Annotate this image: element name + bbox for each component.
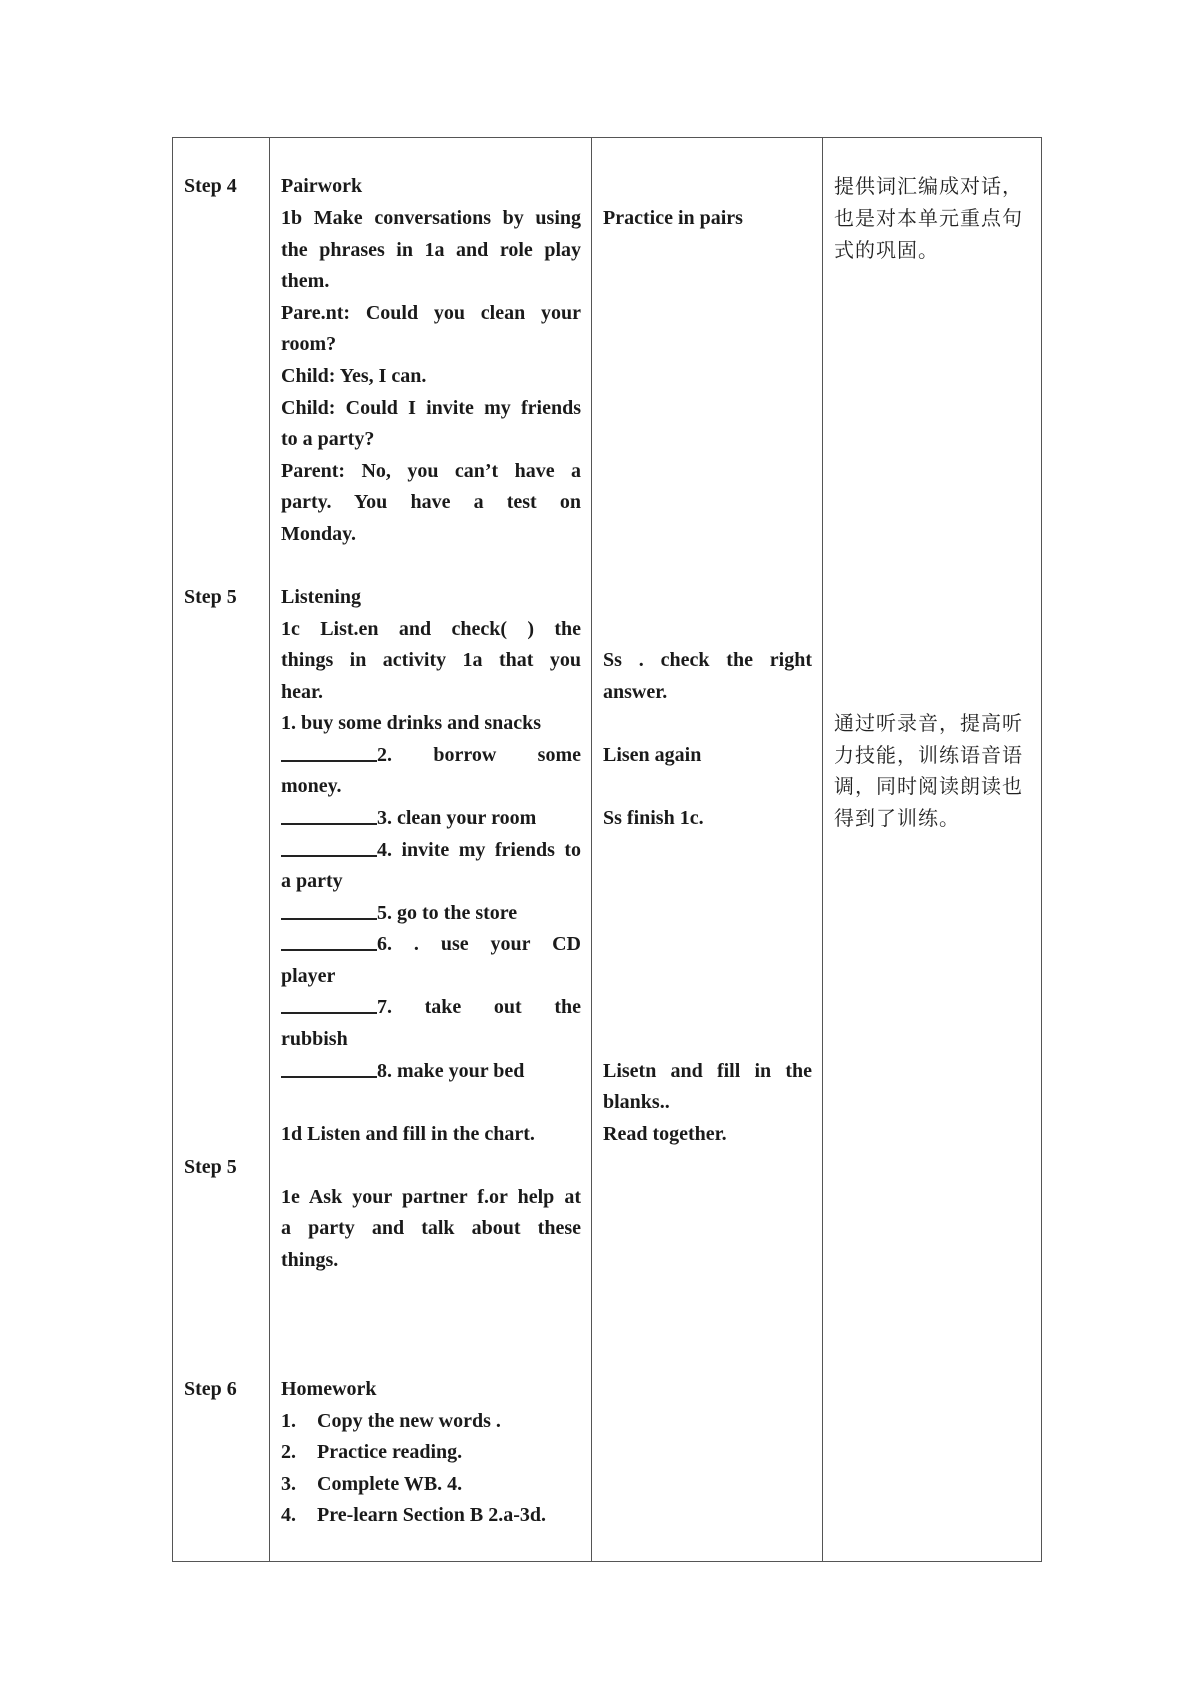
content-line: Parent: No, you can’t have a — [281, 460, 581, 482]
content-line: them. — [281, 270, 330, 292]
step-label: Step 4 — [184, 175, 237, 197]
activity-line: Read together. — [603, 1123, 727, 1145]
content-line: Pare.nt: Could you clean your — [281, 302, 581, 324]
content-line: to a party? — [281, 428, 375, 450]
purpose-line: 通过听录音，提高听 — [834, 711, 1023, 735]
content-line: 6. . use your CD — [377, 933, 581, 955]
content-line: money. — [281, 775, 342, 797]
step-label: Step 6 — [184, 1378, 237, 1400]
content-line: a party and talk about these — [281, 1217, 581, 1239]
content-line: 1. buy some drinks and snacks — [281, 712, 542, 734]
content-line: 1d Listen and fill in the chart. — [281, 1123, 535, 1145]
activity-line: Lisen again — [603, 744, 702, 766]
step-label: Step 5 — [184, 1156, 237, 1178]
content-line: 1c List.en and check( ) the — [281, 618, 581, 640]
activity-line: Practice in pairs — [603, 207, 743, 229]
content-line: things in activity 1a that you — [281, 649, 581, 671]
homework-text: Copy the new words . — [317, 1410, 501, 1432]
homework-title: Homework — [281, 1378, 377, 1400]
answer-blank — [281, 1056, 377, 1089]
column-divider — [591, 138, 592, 1561]
homework-item — [281, 1469, 462, 1501]
activity-line: Lisetn and fill in the — [603, 1060, 812, 1082]
content-line: Child: Could I invite my friends — [281, 397, 581, 419]
purpose-line: 提供词汇编成对话， — [834, 174, 1023, 198]
content-line: 3. clean your room — [377, 807, 537, 829]
homework-number: 2. — [281, 1441, 296, 1463]
activity-line: blanks.. — [603, 1091, 670, 1113]
content-line: things. — [281, 1249, 339, 1271]
step-label: Step 5 — [184, 586, 237, 608]
content-line: 7. take out the — [377, 996, 581, 1018]
homework-number: 3. — [281, 1473, 296, 1495]
answer-blank — [281, 929, 377, 962]
homework-item — [281, 1406, 501, 1438]
content-line: player — [281, 965, 336, 987]
homework-number: 1. — [281, 1410, 296, 1432]
content-line: room? — [281, 333, 337, 355]
purpose-line: 也是对本单元重点句 — [834, 206, 1023, 230]
homework-item — [281, 1437, 462, 1469]
homework-number: 4. — [281, 1504, 296, 1526]
content-line: Monday. — [281, 523, 357, 545]
purpose-line: 式的巩固。 — [834, 238, 939, 262]
content-line: 1b Make conversations by using — [281, 207, 581, 229]
content-line: 4. invite my friends to — [377, 839, 581, 861]
activity-line: Ss . check the right — [603, 649, 812, 671]
answer-blank — [281, 835, 377, 868]
answer-blank — [281, 898, 377, 931]
answer-blank — [281, 803, 377, 836]
content-line: 1e Ask your partner f.or help at — [281, 1186, 581, 1208]
column-divider — [822, 138, 823, 1561]
content-line: hear. — [281, 681, 324, 703]
listening-title: Listening — [281, 586, 362, 608]
activity-line: Ss finish 1c. — [603, 807, 704, 829]
content-line: a party — [281, 870, 343, 892]
content-line: 2. borrow some — [377, 744, 581, 766]
column-divider — [269, 138, 270, 1561]
homework-text: Practice reading. — [317, 1441, 463, 1463]
content-line: rubbish — [281, 1028, 348, 1050]
purpose-line: 得到了训练。 — [834, 806, 960, 830]
content-line: 5. go to the store — [377, 902, 518, 924]
content-line: party. You have a test on — [281, 491, 581, 513]
content-line: the phrases in 1a and role play — [281, 239, 581, 261]
answer-blank — [281, 740, 377, 773]
purpose-line: 调，同时阅读朗读也 — [834, 774, 1023, 798]
content-line: Child: Yes, I can. — [281, 365, 427, 387]
homework-item — [281, 1500, 546, 1532]
pairwork-title: Pairwork — [281, 175, 363, 197]
activity-line: answer. — [603, 681, 668, 703]
homework-text: Complete WB. 4. — [317, 1473, 463, 1495]
content-line: 8. make your bed — [377, 1060, 525, 1082]
answer-blank — [281, 992, 377, 1025]
homework-text: Pre-learn Section B 2.a-3d. — [317, 1504, 547, 1526]
purpose-line: 力技能，训练语音语 — [834, 743, 1023, 767]
